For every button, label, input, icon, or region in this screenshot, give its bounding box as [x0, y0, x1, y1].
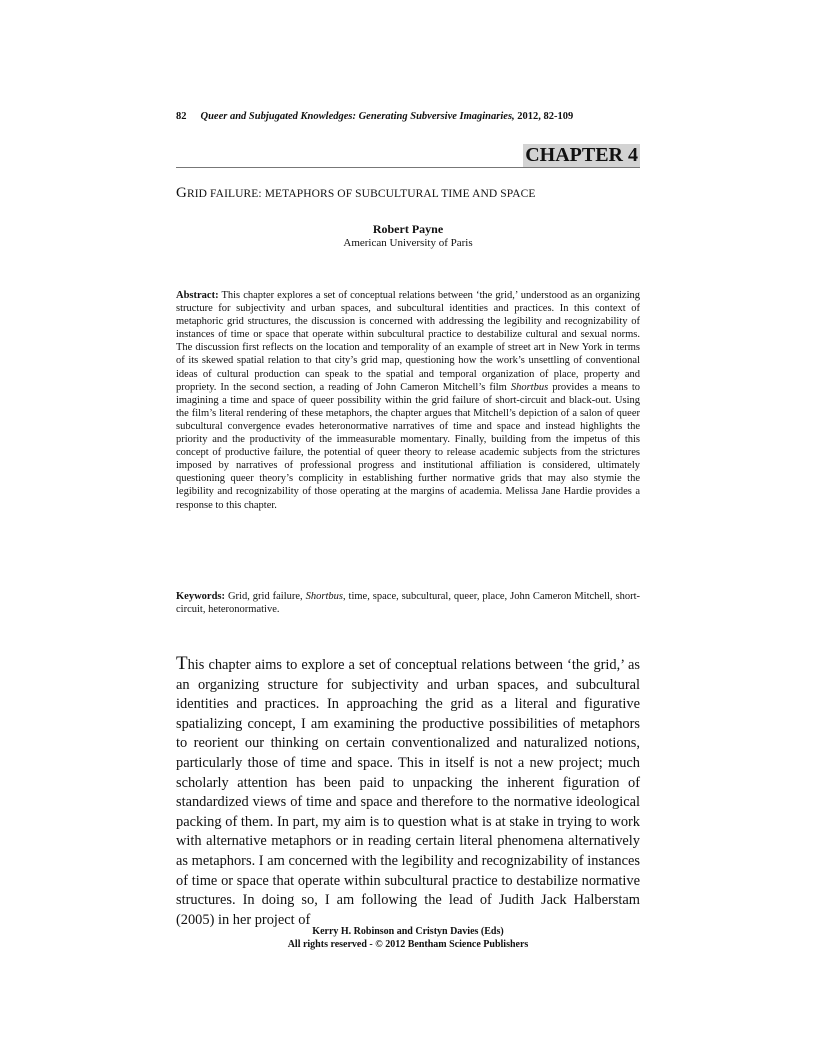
- page-footer: [176, 925, 640, 951]
- abstract-text-part2: provides a means to imagining a time and space of queer possibility within the grid failure of short-circuit and black-out. Using the film’s literal rendering of these metaphors, the chapter argues that Mitchell’s depiction of a salon of queer subcultural convergence evades heteronormative narratives of time and space and instead highlights the priority and the productivity of the immeasurable momentary. Finally, building from the impetus of this concept of productive failure, the potential of queer theory to release academic subjects from the strictures imposed by narratives of professional progress and institutional affiliation is considered, ultimately questioning queer theory’s complicity in establishing further normative grids that may also stymie the legibility and recognizability of those operating at the margins of academia. Melissa Jane Hardie provides a response to this chapter.: [176, 381, 641, 511]
- chapter-title-initial: G: [176, 185, 187, 201]
- chapter-divider: [176, 167, 640, 168]
- keywords-text-part2: , time, space, subcultural, queer, place, John Cameron Mitchell, short-circuit, heteronormative.: [176, 591, 640, 616]
- keywords: [176, 590, 640, 616]
- keywords-label: Keywords:: [176, 591, 225, 602]
- footer-rights: All rights reserved - © 2012 Bentham Science Publishers: [287, 939, 529, 950]
- page-number: 82: [176, 111, 187, 122]
- keywords-text-part1: Grid, grid failure,: [225, 591, 306, 602]
- chapter-title: [176, 185, 640, 202]
- drop-cap: T: [176, 653, 188, 674]
- year-pages: 2012, 82-109: [514, 111, 574, 122]
- abstract: [176, 289, 640, 512]
- abstract-label: Abstract:: [176, 290, 219, 301]
- chapter-label: CHAPTER 4: [525, 144, 638, 166]
- abstract-text-part1: This chapter explores a set of conceptual relations between ‘the grid,’ understood as an organizing structure for subjectivity and urban spaces, and subcultural identities and practices. In this context of metaphoric grid structures, the discussion is concerned with addressing the legibility and recognizability of instances of time or space that operate within subcultural practice to destabilize cultural and sexual norms. The discussion first reflects on the location and temporality of an example of street art in New York in terms of its skewed spatial relation to that city’s grid map, questioning how the work’s unsettling of conventional ideas of cultural production can speak to the spatial and temporal organization of place, property and propriety. In the second section, a reading of John Cameron Mitchell’s film: [176, 290, 640, 393]
- author-name: Robert Payne: [372, 222, 444, 236]
- footer-editors: Kerry H. Robinson and Cristyn Davies (Eds): [312, 926, 504, 937]
- author-affiliation: American University of Paris: [343, 237, 473, 249]
- keywords-film-title: Shortbus: [305, 591, 343, 602]
- abstract-film-title: Shortbus: [510, 381, 549, 393]
- chapter-title-rest: RID FAILURE: METAPHORS OF SUBCULTURAL TIME AND SPACE: [186, 188, 536, 200]
- book-title: Queer and Subjugated Knowledges: Generating Subversive Imaginaries,: [200, 111, 515, 122]
- body-text: his chapter aims to explore a set of conceptual relations between ‘the grid,’ as an organizing structure for subjectivity and urban spaces, and subcultural identities and practices. In approaching the grid as a literal and figurative spatializing concept, I am examining the productive possibilities of metaphors to reorient our thinking on certain conventionalized and naturalized notions, particularly those of time and space. This in itself is not a new project; much scholarly attention has been paid to unpacking the inherent figuration of standardized views of time and space and therefore to the normative ideological packing of them. In part, my aim is to question what is at stake in trying to work with alternative metaphors or in reading certain literal phenomena alternatively as metaphors. I am concerned with the legibility and recognizability of instances of time or space that operate within subcultural practice to destabilize normative structures. In doing so, I am following the lead of Judith Jack Halberstam (2005) in her project of: [176, 657, 640, 928]
- running-head: [176, 111, 640, 122]
- body-paragraph: [176, 654, 640, 930]
